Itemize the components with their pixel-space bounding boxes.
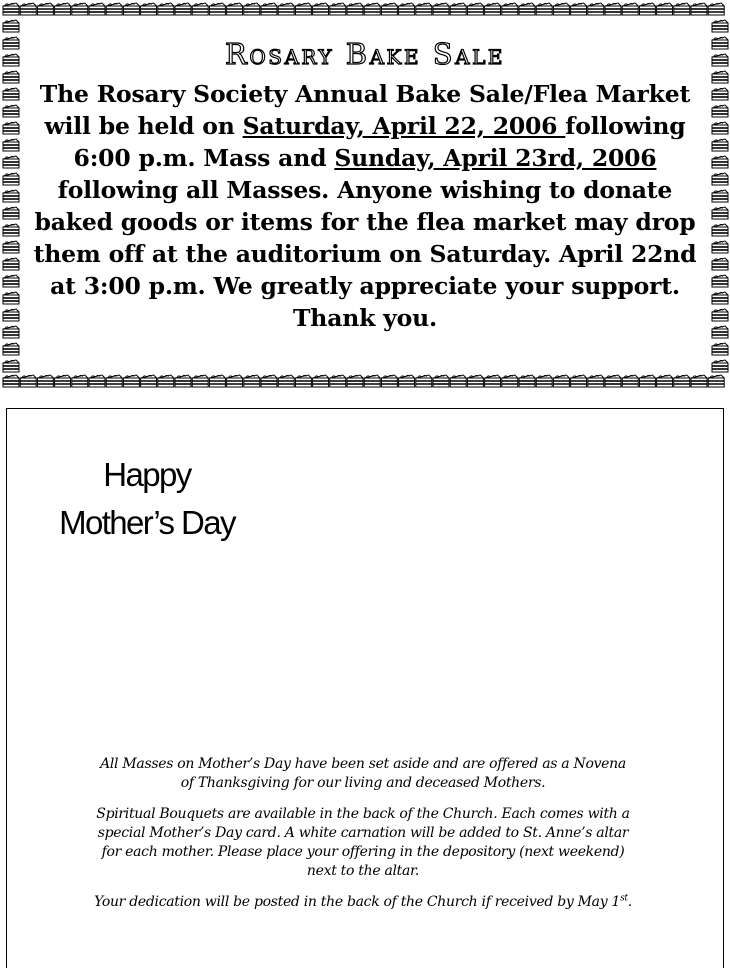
cake-slice-icon <box>588 375 604 387</box>
cake-slice-icon <box>313 375 329 387</box>
dedication-ordinal: st <box>620 893 628 904</box>
cake-slice-icon <box>605 3 621 15</box>
cake-slice-icon <box>712 105 728 117</box>
cake-slice-icon <box>3 258 19 270</box>
cake-slice-icon <box>605 375 621 387</box>
mothers-day-paragraph-bouquets: Spiritual Bouquets are available in the back of the Church. Each comes with a special Mother’s Day card. A white carnation will be added to St. Anne’s altar for each mother. Please place your offering in the depository (next weekend) next to the altar. <box>96 806 630 879</box>
cake-slice-icon <box>3 190 19 202</box>
cake-slice-icon <box>89 375 105 387</box>
cake-slice-icon <box>3 241 19 253</box>
cake-slice-icon <box>553 3 569 15</box>
cake-slice-icon <box>433 3 449 15</box>
cake-slice-icon <box>3 156 19 168</box>
cake-slice-icon <box>278 375 294 387</box>
cake-slice-icon <box>450 375 466 387</box>
cake-slice-icon <box>571 375 587 387</box>
mothers-day-title <box>27 451 267 547</box>
cake-slice-icon <box>519 3 535 15</box>
cake-slice-icon <box>3 309 19 321</box>
cake-slice-icon <box>55 3 71 15</box>
cake-slice-icon <box>502 3 518 15</box>
cake-slice-icon <box>467 3 483 15</box>
cake-slice-icon <box>674 375 690 387</box>
cake-slice-icon <box>72 375 88 387</box>
cake-slice-icon <box>691 3 707 15</box>
cake-slice-icon <box>712 309 728 321</box>
cake-border-top <box>3 3 724 15</box>
cake-slice-icon <box>3 343 19 355</box>
cake-slice-icon <box>536 3 552 15</box>
dedication-text: Your dedication will be posted in the back of the Church if received by May 1 <box>94 894 621 910</box>
cake-slice-icon <box>712 292 728 304</box>
bake-sale-date-sunday: Sunday, April 23rd, 2006 <box>334 144 657 172</box>
cake-slice-icon <box>55 375 71 387</box>
cake-slice-icon <box>712 326 728 338</box>
cake-slice-icon <box>3 105 19 117</box>
cake-slice-icon <box>712 71 728 83</box>
cake-slice-icon <box>712 224 728 236</box>
cake-slice-icon <box>712 156 728 168</box>
cake-border-left <box>3 20 19 372</box>
cake-slice-icon <box>37 375 53 387</box>
cake-slice-icon <box>712 258 728 270</box>
bake-sale-content <box>26 30 704 372</box>
cake-slice-icon <box>123 375 139 387</box>
cake-slice-icon <box>639 375 655 387</box>
cake-slice-icon <box>450 3 466 15</box>
cake-slice-icon <box>89 3 105 15</box>
mothers-day-box <box>6 408 724 968</box>
cake-slice-icon <box>571 3 587 15</box>
cake-slice-icon <box>72 3 88 15</box>
cake-slice-icon <box>209 375 225 387</box>
cake-slice-icon <box>3 224 19 236</box>
cake-slice-icon <box>381 3 397 15</box>
cake-slice-icon <box>433 375 449 387</box>
cake-border-bottom <box>3 375 724 387</box>
cake-slice-icon <box>364 3 380 15</box>
cake-slice-icon <box>347 375 363 387</box>
cake-slice-icon <box>712 54 728 66</box>
cake-slice-icon <box>295 375 311 387</box>
cake-slice-icon <box>123 3 139 15</box>
cake-slice-icon <box>106 375 122 387</box>
cake-slice-icon <box>3 54 19 66</box>
cake-slice-icon <box>106 3 122 15</box>
cake-slice-icon <box>399 375 415 387</box>
cake-slice-icon <box>3 88 19 100</box>
cake-slice-icon <box>158 375 174 387</box>
cake-slice-icon <box>657 3 673 15</box>
cake-slice-icon <box>3 207 19 219</box>
cake-slice-icon <box>3 20 19 32</box>
cake-slice-icon <box>313 3 329 15</box>
cake-slice-icon <box>3 173 19 185</box>
cake-slice-icon <box>227 3 243 15</box>
cake-slice-icon <box>3 37 19 49</box>
cake-slice-icon <box>708 3 724 15</box>
cake-slice-icon <box>502 375 518 387</box>
cake-slice-icon <box>622 375 638 387</box>
cake-slice-icon <box>639 3 655 15</box>
cake-slice-icon <box>261 375 277 387</box>
bake-sale-title: Rosary Bake Sale <box>225 37 505 71</box>
cake-slice-icon <box>244 375 260 387</box>
bake-sale-text-2: following 6:00 p.m. Mass and <box>73 112 686 172</box>
cake-slice-icon <box>261 3 277 15</box>
mothers-day-paragraph-masses: All Masses on Mother’s Day have been set aside and are offered as a Novena of Thanksgiving for our living and deceased Mothers. <box>100 756 626 791</box>
cake-slice-icon <box>3 375 19 387</box>
cake-slice-icon <box>712 139 728 151</box>
cake-slice-icon <box>657 375 673 387</box>
bake-sale-announcement <box>26 78 704 334</box>
mothers-day-title-line-2: Mother’s Day <box>59 504 235 541</box>
cake-slice-icon <box>399 3 415 15</box>
cake-slice-icon <box>485 3 501 15</box>
cake-slice-icon <box>158 3 174 15</box>
cake-slice-icon <box>141 3 157 15</box>
cake-slice-icon <box>622 3 638 15</box>
cake-slice-icon <box>330 375 346 387</box>
cake-slice-icon <box>712 190 728 202</box>
cake-slice-icon <box>3 122 19 134</box>
dedication-end: . <box>627 894 632 910</box>
cake-slice-icon <box>3 71 19 83</box>
cake-slice-icon <box>712 37 728 49</box>
cake-slice-icon <box>691 375 707 387</box>
cake-slice-icon <box>712 88 728 100</box>
cake-slice-icon <box>3 360 19 372</box>
bake-sale-date-saturday: Saturday, April 22, 2006 <box>242 112 566 140</box>
cake-slice-icon <box>175 375 191 387</box>
cake-slice-icon <box>141 375 157 387</box>
bake-sale-text-1: The Rosary Society Annual Bake Sale/Flea Market will be held on <box>39 80 691 140</box>
cake-slice-icon <box>712 275 728 287</box>
cake-slice-icon <box>588 3 604 15</box>
cake-slice-icon <box>381 375 397 387</box>
cake-slice-icon <box>553 375 569 387</box>
cake-slice-icon <box>37 3 53 15</box>
cake-slice-icon <box>20 3 36 15</box>
mothers-day-paragraph-dedication <box>93 893 633 912</box>
cake-slice-icon <box>364 375 380 387</box>
cake-slice-icon <box>192 3 208 15</box>
cake-slice-icon <box>712 122 728 134</box>
cake-slice-icon <box>330 3 346 15</box>
bake-sale-box <box>0 0 730 392</box>
cake-slice-icon <box>3 326 19 338</box>
cake-slice-icon <box>712 20 728 32</box>
cake-slice-icon <box>712 241 728 253</box>
mothers-day-body <box>93 755 633 924</box>
mothers-day-title-line-1: Happy <box>103 456 191 493</box>
cake-slice-icon <box>347 3 363 15</box>
cake-slice-icon <box>467 375 483 387</box>
cake-slice-icon <box>175 3 191 15</box>
cake-slice-icon <box>227 375 243 387</box>
cake-slice-icon <box>3 139 19 151</box>
bake-sale-text-3: following all Masses. Anyone wishing to donate baked goods or items for the flea market may drop them off at the auditorium on Saturday. April 22nd at 3:00 p.m. We greatly appreciate your support. Thank you. <box>33 176 697 332</box>
cake-slice-icon <box>295 3 311 15</box>
cake-slice-icon <box>519 375 535 387</box>
cake-slice-icon <box>712 173 728 185</box>
cake-slice-icon <box>209 3 225 15</box>
cake-slice-icon <box>20 375 36 387</box>
cake-slice-icon <box>192 375 208 387</box>
cake-slice-icon <box>712 207 728 219</box>
cake-slice-icon <box>536 375 552 387</box>
cake-slice-icon <box>416 3 432 15</box>
cake-slice-icon <box>674 3 690 15</box>
cake-slice-icon <box>712 360 728 372</box>
cake-slice-icon <box>244 3 260 15</box>
cake-slice-icon <box>712 343 728 355</box>
cake-slice-icon <box>485 375 501 387</box>
cake-border-right <box>712 20 728 372</box>
cake-slice-icon <box>278 3 294 15</box>
cake-slice-icon <box>3 275 19 287</box>
cake-slice-icon <box>416 375 432 387</box>
cake-slice-icon <box>3 292 19 304</box>
cake-slice-icon <box>708 375 724 387</box>
cake-slice-icon <box>3 3 19 15</box>
